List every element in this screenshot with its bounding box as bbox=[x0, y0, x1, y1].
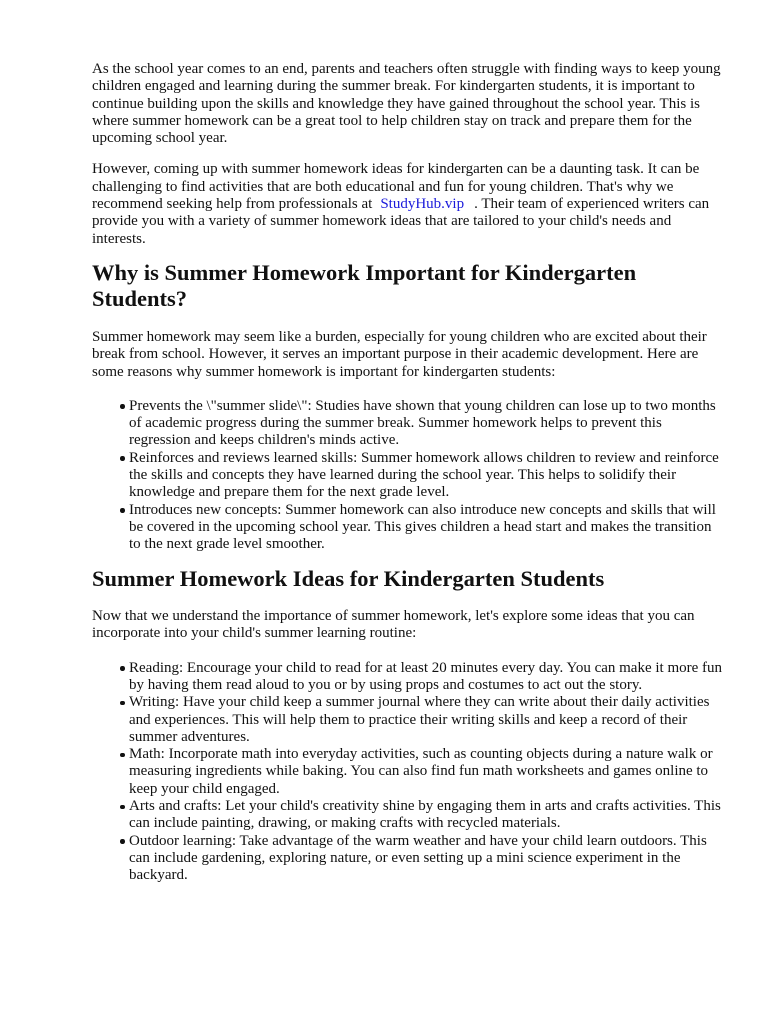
document-page bbox=[92, 61, 724, 884]
section1-intro-paragraph: Summer homework may seem like a burden, especially for young children who are excited about their break from school. However, it serves an important purpose in their academic development. Here are some reasons why summer homework is important for kindergarten students: bbox=[92, 328, 707, 380]
list-item bbox=[92, 798, 724, 833]
bullet-dot-icon bbox=[120, 456, 125, 461]
list-item-text: Introduces new concepts: Summer homework can also introduce new concepts and skills that will be covered in the upcoming school year. This gives children a head start and makes the transition to the next grade level smoother. bbox=[129, 501, 716, 553]
list-item-text: Reinforces and reviews learned skills: Summer homework allows children to review and reinforce the skills and concepts they have learned during the school year. This helps to solidify their knowledge and prepare them for the next grade level. bbox=[129, 449, 719, 501]
list-item-text: Math: Incorporate math into everyday activities, such as counting objects during a nature walk or measuring ingredients while baking. You can also find fun math worksheets and games online to keep your child engaged. bbox=[129, 746, 713, 797]
section2-intro-paragraph: Now that we understand the importance of summer homework, let's explore some ideas that you can incorporate into your child's summer learning routine: bbox=[92, 608, 695, 642]
list-item bbox=[92, 660, 724, 695]
bullet-dot-icon bbox=[120, 805, 125, 810]
bullet-dot-icon bbox=[120, 404, 125, 409]
list-item bbox=[92, 398, 724, 450]
intro-paragraph-1: As the school year comes to an end, parents and teachers often struggle with finding ways to keep young children engaged and learning during the summer break. For kindergarten students, it is important to continue building upon the skills and knowledge they have gained throughout the school year. This is where summer homework can be a great tool to help children stay on track and prepare them for the upcoming school year. bbox=[92, 61, 721, 147]
list-item bbox=[92, 746, 724, 798]
studyhub-link[interactable]: StudyHub.vip bbox=[380, 196, 465, 213]
bullet-dot-icon bbox=[120, 753, 125, 758]
section-heading-ideas: Summer Homework Ideas for Kindergarten Students bbox=[92, 565, 605, 591]
bullet-dot-icon bbox=[120, 839, 125, 844]
list-item-text: Outdoor learning: Take advantage of the warm weather and have your child learn outdoors. This can include gardening, exploring nature, or even setting up a mini science experiment in the backyard. bbox=[129, 832, 707, 884]
list-item-text: Writing: Have your child keep a summer journal where they can write about their daily activities and experiences. This will help them to practice their writing skills and keep a record of their summer adventures. bbox=[129, 694, 710, 745]
section-heading-why-important: Why is Summer Homework Important for Kindergarten Students? bbox=[92, 259, 637, 312]
list-item bbox=[92, 502, 724, 554]
bullet-dot-icon bbox=[120, 666, 125, 671]
list-item bbox=[92, 450, 724, 502]
bullet-dot-icon bbox=[120, 508, 125, 513]
intro-paragraph-2-text-before: However, coming up with summer homework ideas for kindergarten can be a daunting task. It can be challenging to find activities that are both educational and fun for young children. That's why we recommend seeking help from professionals at bbox=[92, 161, 700, 213]
list-item-text: Reading: Encourage your child to read for at least 20 minutes every day. You can make it more fun by having them read aloud to you or by using props and costumes to act out the story. bbox=[129, 659, 723, 693]
list-item bbox=[92, 694, 724, 746]
intro-paragraph-2-text-after: . Their team of experienced writers can provide you with a variety of summer homework ideas that are tailored to your child's needs and interests. bbox=[92, 196, 710, 247]
list-item bbox=[92, 833, 724, 885]
ideas-list bbox=[92, 660, 724, 885]
bullet-dot-icon bbox=[120, 701, 125, 706]
list-item-text: Prevents the \"summer slide\": Studies have shown that young children can lose up to two months of academic progress during the summer break. Summer homework helps to prevent this regression and keeps children's minds active. bbox=[129, 397, 716, 449]
intro-paragraph-2 bbox=[92, 161, 724, 247]
reasons-list bbox=[92, 398, 724, 554]
list-item-text: Arts and crafts: Let your child's creativity shine by engaging them in arts and crafts activities. This can include painting, drawing, or making crafts with recycled materials. bbox=[129, 798, 721, 832]
